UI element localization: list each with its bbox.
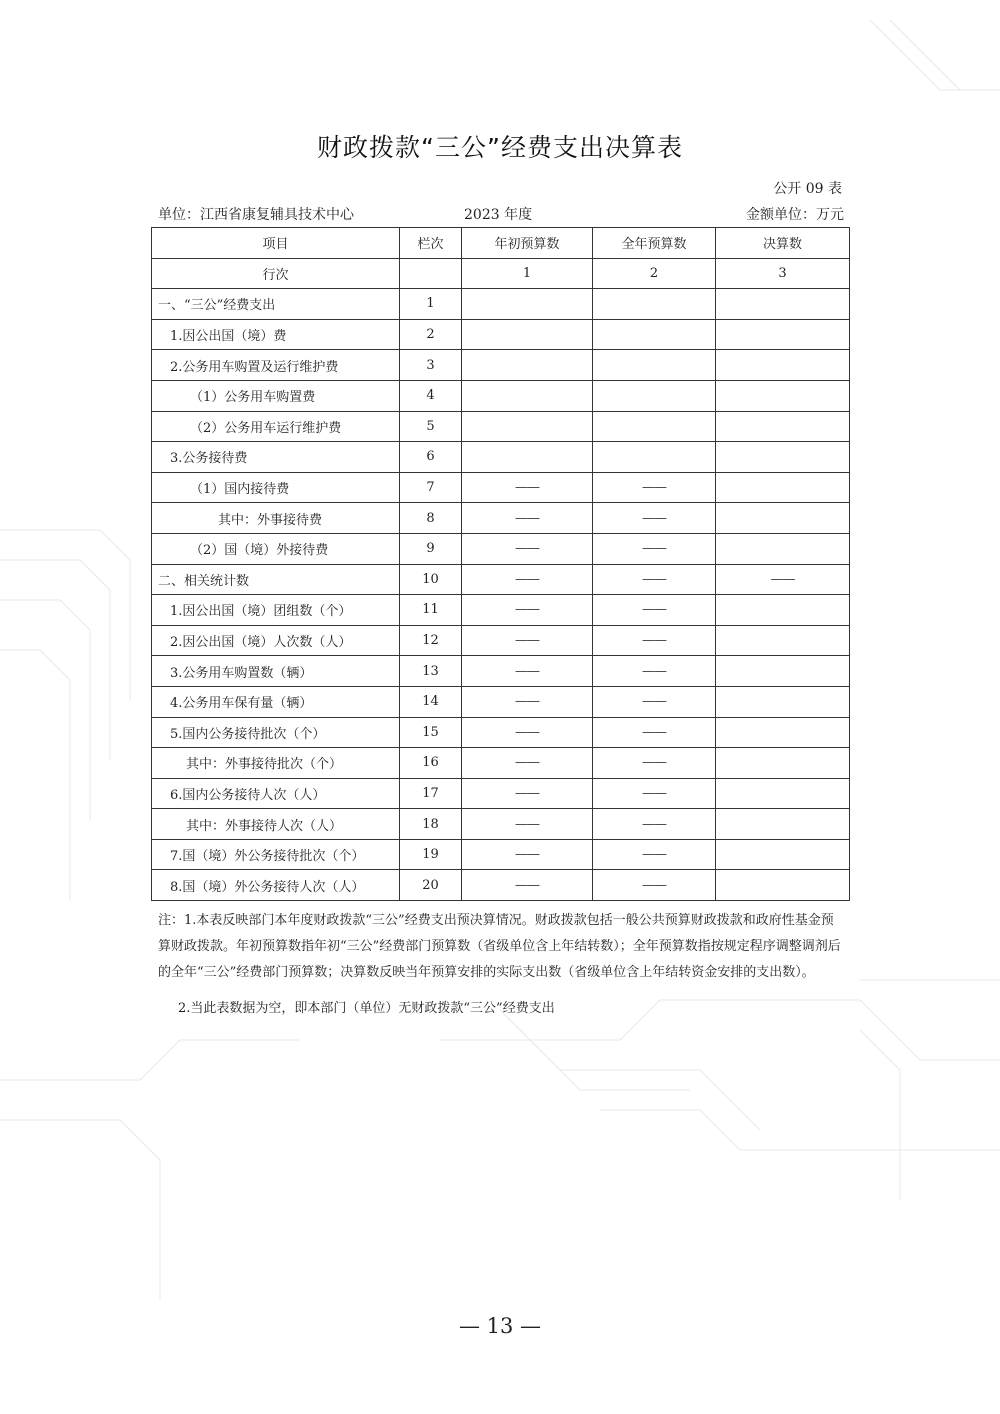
expense-table [151,227,850,901]
row-item-label: 其中：外事接待费 [152,503,400,534]
header-item: 项目 [152,228,400,259]
table-row [152,686,850,717]
table-row [152,503,850,534]
header-initial-budget: 年初预算数 [462,228,593,259]
row-annual-budget: —— [593,809,716,840]
row-final-account [716,533,850,564]
row-column-no: 18 [400,809,462,840]
row-column-no: 19 [400,839,462,870]
row-initial-budget [462,442,593,473]
row-final-account: —— [716,564,850,595]
row-item-label: 1.因公出国（境）团组数（个） [152,595,400,626]
row-item-label: 3.公务用车购置数（辆） [152,656,400,687]
row-annual-budget [593,319,716,350]
row-column-no: 8 [400,503,462,534]
row-final-account [716,809,850,840]
row-order-col-2: 2 [593,258,716,289]
row-annual-budget: —— [593,533,716,564]
row-column-no: 4 [400,380,462,411]
row-initial-budget [462,319,593,350]
row-final-account [716,839,850,870]
row-initial-budget: —— [462,533,593,564]
row-final-account [716,472,850,503]
notes [158,908,844,1022]
row-initial-budget: —— [462,472,593,503]
table-row [152,380,850,411]
row-item-label: 2.因公出国（境）人次数（人） [152,625,400,656]
row-column-no: 6 [400,442,462,473]
table-row [152,533,850,564]
row-order-label: 行次 [152,258,400,289]
table-row [152,319,850,350]
row-column-no: 5 [400,411,462,442]
table-row [152,656,850,687]
row-column-no: 2 [400,319,462,350]
row-initial-budget [462,350,593,381]
row-initial-budget [462,380,593,411]
row-order-row [152,258,850,289]
row-initial-budget: —— [462,686,593,717]
row-initial-budget: —— [462,564,593,595]
row-final-account [716,656,850,687]
row-initial-budget: —— [462,625,593,656]
header-annual-budget: 全年预算数 [593,228,716,259]
row-final-account [716,870,850,901]
row-initial-budget: —— [462,595,593,626]
row-final-account [716,442,850,473]
row-initial-budget [462,289,593,320]
row-final-account [716,625,850,656]
row-column-no: 20 [400,870,462,901]
row-column-no: 10 [400,564,462,595]
table-row [152,809,850,840]
row-column-no: 13 [400,656,462,687]
table-row [152,748,850,779]
row-initial-budget: —— [462,870,593,901]
row-final-account [716,717,850,748]
row-annual-budget [593,289,716,320]
row-annual-budget: —— [593,748,716,779]
page-number: — 13 — [458,1314,542,1338]
note-1: 注：1.本表反映部门本年度财政拨款“三公”经费支出预决算情况。财政拨款包括一般公共预算财政拨款和政府性基金预算财政拨款。年初预算数指年初“三公”经费部门预算数（省级单位含上年结转数）；全年预算数指按规定程序调整调剂后的全年“三公”经费部门预算数；决算数反映当年预算安排的实际支出数（省级单位含上年结转资金安排的支出数）。 [158,913,841,980]
row-item-label: （2）公务用车运行维护费 [152,411,400,442]
header-final-account: 决算数 [716,228,850,259]
note-2: 2.当此表数据为空，即本部门（单位）无财政拨款“三公”经费支出 [178,1001,555,1016]
row-column-no: 3 [400,350,462,381]
row-annual-budget: —— [593,625,716,656]
row-initial-budget [462,411,593,442]
row-final-account [716,411,850,442]
row-final-account [716,319,850,350]
row-initial-budget: —— [462,503,593,534]
expense-table-body [152,228,850,901]
table-header-row [152,228,850,259]
row-item-label: 其中：外事接待人次（人） [152,809,400,840]
row-order-blank [400,258,462,289]
row-initial-budget: —— [462,839,593,870]
row-item-label: （2）国（境）外接待费 [152,533,400,564]
row-item-label: 5.国内公务接待批次（个） [152,717,400,748]
fiscal-year: 2023 年度 [464,207,533,223]
row-order-col-1: 1 [462,258,593,289]
row-column-no: 16 [400,748,462,779]
money-unit: 金额单位：万元 [746,207,844,223]
table-row [152,442,850,473]
row-final-account [716,289,850,320]
table-row [152,564,850,595]
row-annual-budget: —— [593,503,716,534]
row-column-no: 9 [400,533,462,564]
row-item-label: 其中：外事接待批次（个） [152,748,400,779]
row-final-account [716,778,850,809]
row-column-no: 7 [400,472,462,503]
row-annual-budget: —— [593,778,716,809]
row-annual-budget [593,411,716,442]
row-annual-budget: —— [593,839,716,870]
row-initial-budget: —— [462,656,593,687]
table-row [152,411,850,442]
row-item-label: 2.公务用车购置及运行维护费 [152,350,400,381]
row-item-label: 一、“三公”经费支出 [152,289,400,320]
row-annual-budget: —— [593,472,716,503]
table-row [152,717,850,748]
row-final-account [716,748,850,779]
table-row [152,595,850,626]
row-column-no: 17 [400,778,462,809]
table-row [152,870,850,901]
row-item-label: （1）国内接待费 [152,472,400,503]
row-item-label: 7.国（境）外公务接待批次（个） [152,839,400,870]
row-column-no: 1 [400,289,462,320]
row-annual-budget [593,380,716,411]
row-annual-budget [593,350,716,381]
row-initial-budget: —— [462,809,593,840]
row-initial-budget: —— [462,748,593,779]
row-annual-budget: —— [593,686,716,717]
row-initial-budget: —— [462,778,593,809]
row-annual-budget [593,442,716,473]
header-column-no: 栏次 [400,228,462,259]
unit-name: 单位：江西省康复辅具技术中心 [158,207,354,223]
row-item-label: （1）公务用车购置费 [152,380,400,411]
form-number: 公开 09 表 [773,181,842,197]
row-column-no: 12 [400,625,462,656]
table-row [152,472,850,503]
table-row [152,289,850,320]
row-order-col-3: 3 [716,258,850,289]
table-row [152,350,850,381]
table-row [152,778,850,809]
row-column-no: 11 [400,595,462,626]
table-row [152,839,850,870]
page-title: 财政拨款“三公”经费支出决算表 [317,133,683,162]
row-final-account [716,350,850,381]
row-annual-budget: —— [593,564,716,595]
row-item-label: 8.国（境）外公务接待人次（人） [152,870,400,901]
row-final-account [716,595,850,626]
row-item-label: 1.因公出国（境）费 [152,319,400,350]
row-item-label: 3.公务接待费 [152,442,400,473]
row-annual-budget: —— [593,656,716,687]
row-annual-budget: —— [593,717,716,748]
row-item-label: 6.国内公务接待人次（人） [152,778,400,809]
table-row [152,625,850,656]
row-item-label: 二、相关统计数 [152,564,400,595]
row-column-no: 15 [400,717,462,748]
row-column-no: 14 [400,686,462,717]
row-annual-budget: —— [593,595,716,626]
row-initial-budget: —— [462,717,593,748]
row-annual-budget: —— [593,870,716,901]
row-final-account [716,503,850,534]
row-item-label: 4.公务用车保有量（辆） [152,686,400,717]
row-final-account [716,380,850,411]
row-final-account [716,686,850,717]
